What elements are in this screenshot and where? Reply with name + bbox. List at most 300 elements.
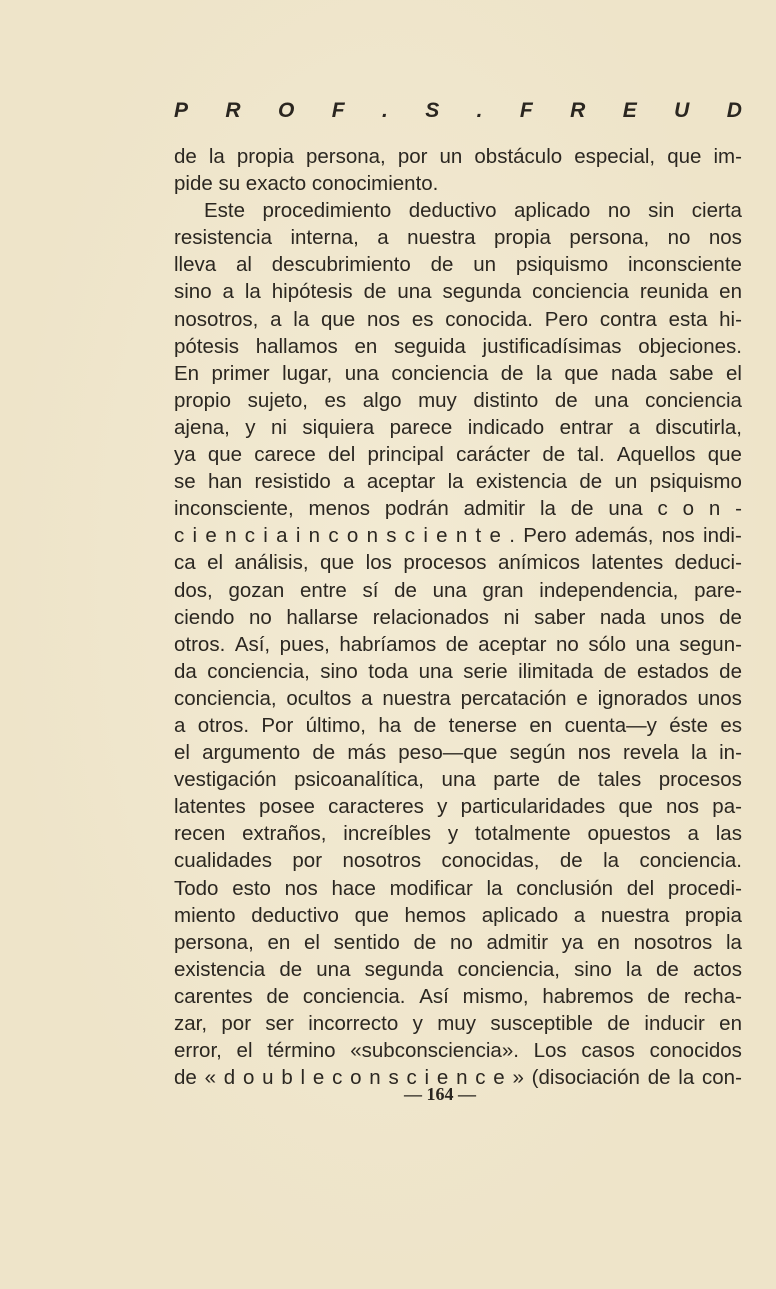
word: el <box>207 551 224 575</box>
word: o <box>682 497 694 521</box>
word: menos <box>308 497 371 521</box>
word: y <box>447 822 459 846</box>
word: indi- <box>703 524 742 548</box>
text-line <box>174 1037 742 1064</box>
word: carentes <box>174 984 253 1008</box>
word: deduci- <box>674 551 742 575</box>
text-line <box>174 983 742 1010</box>
word: que <box>321 307 356 331</box>
word: una <box>418 659 453 683</box>
header-letter: D <box>726 99 742 122</box>
word: conciencia, <box>457 957 560 981</box>
word: conclusión <box>516 876 614 900</box>
word: ajena, <box>174 415 230 439</box>
word: de <box>554 388 578 412</box>
word: conciencia, <box>207 659 310 683</box>
word: último, <box>305 713 367 737</box>
word: - <box>735 497 742 521</box>
word: ilimitada <box>518 659 594 683</box>
word: y <box>245 415 256 439</box>
word: o <box>242 1066 255 1090</box>
word: nos <box>366 307 401 331</box>
text-line <box>174 929 742 956</box>
word: latentes <box>174 795 246 819</box>
word: tal. <box>577 443 605 467</box>
word: recha- <box>683 984 742 1008</box>
word: a <box>573 903 586 927</box>
header-letter: E <box>622 99 637 122</box>
word: muy <box>437 1012 476 1035</box>
word: gozan <box>228 578 285 602</box>
word: esto <box>232 876 271 900</box>
word: obstáculo <box>474 145 563 168</box>
word: un <box>473 253 497 277</box>
word: según <box>509 741 566 765</box>
word: de <box>413 713 437 737</box>
word: inconsciente, <box>174 497 294 521</box>
word: persona, <box>174 930 254 954</box>
text-line <box>174 902 742 929</box>
word: sino <box>320 659 358 683</box>
word: sino <box>174 280 212 304</box>
word: sin <box>648 199 675 223</box>
word: procesos <box>403 551 487 575</box>
text-line <box>174 820 742 847</box>
text-line <box>174 278 742 305</box>
word: pótesis <box>174 334 239 358</box>
word: otros. <box>197 713 250 737</box>
word: nos <box>284 876 318 900</box>
word: de <box>500 361 524 385</box>
word: ni <box>503 605 520 629</box>
word: c <box>244 524 255 548</box>
word: de <box>647 984 671 1008</box>
word: estados <box>636 659 709 683</box>
word: Este <box>204 199 246 223</box>
word: i <box>263 524 268 548</box>
text-line <box>174 604 742 631</box>
word: no <box>450 930 473 954</box>
word: de <box>394 578 417 602</box>
word: ya <box>561 930 584 954</box>
word: que <box>207 443 243 467</box>
word: que <box>667 145 702 168</box>
word: una <box>594 388 629 412</box>
word: c <box>404 524 416 548</box>
word: entre <box>300 578 347 602</box>
word: ya <box>174 443 196 467</box>
word: por <box>397 145 428 168</box>
word: n <box>308 524 321 548</box>
word: de <box>279 957 303 981</box>
text-line <box>174 143 742 170</box>
word: ignorados <box>597 686 688 710</box>
word: carácter <box>456 443 531 467</box>
word: una <box>432 578 467 602</box>
header-letter: R <box>225 99 241 122</box>
word: independencia, <box>539 578 679 602</box>
text-line <box>174 685 742 712</box>
word: en <box>267 930 291 954</box>
word: de <box>174 145 197 168</box>
word: siquiera <box>302 415 375 439</box>
word: justificadísimas <box>482 334 622 358</box>
word: la <box>486 876 503 900</box>
text-line <box>174 468 742 495</box>
text-line <box>174 739 742 766</box>
word: peso—que <box>398 741 498 765</box>
word: Aquellos <box>616 443 696 467</box>
word: hi- <box>719 307 742 331</box>
word: el <box>236 1039 253 1063</box>
word: i <box>192 524 198 548</box>
word: e <box>493 1066 505 1090</box>
word: e <box>576 686 588 710</box>
word: muy <box>418 388 457 412</box>
word: tales <box>597 768 642 792</box>
word: sujeto, <box>247 388 308 412</box>
text-line <box>174 414 742 441</box>
word: e <box>205 524 217 548</box>
header-letter: F <box>519 99 533 122</box>
word: una <box>316 957 351 981</box>
word: lugar, <box>282 361 333 385</box>
word: » <box>512 1066 524 1090</box>
word: nos <box>661 524 695 548</box>
word: la <box>725 930 742 954</box>
word: l <box>300 1066 306 1090</box>
word: zar, <box>174 1012 208 1035</box>
word: opuestos <box>587 822 671 846</box>
word: En <box>174 361 200 385</box>
word: podrán <box>384 497 449 521</box>
word: Todo <box>174 876 219 900</box>
word: que <box>320 551 355 575</box>
word: de <box>570 497 594 521</box>
text-line <box>174 847 742 874</box>
word: Pero <box>544 307 589 331</box>
word: n <box>225 524 237 548</box>
word: existencia <box>174 957 266 981</box>
word: recen <box>174 822 226 846</box>
word: en <box>354 334 378 358</box>
word: caracteres <box>328 795 424 819</box>
word: la <box>690 741 707 765</box>
word: a <box>174 713 186 737</box>
word: . <box>509 524 515 548</box>
word: tenerse <box>448 713 518 737</box>
word: de <box>559 849 583 873</box>
word: la <box>625 957 642 981</box>
word: a <box>361 686 373 710</box>
word: conciencia <box>532 280 629 304</box>
word: actos <box>692 957 742 981</box>
word: se <box>174 470 196 494</box>
word: pa- <box>712 795 742 819</box>
word: de <box>363 280 387 304</box>
word: procesos <box>658 768 742 792</box>
word: conciencia, <box>174 686 277 710</box>
word: error, <box>174 1039 222 1063</box>
text-line <box>174 875 742 902</box>
word: los <box>365 551 392 575</box>
word: cuenta—y <box>564 713 657 737</box>
word: ha <box>378 713 402 737</box>
header-letter: . <box>381 99 388 122</box>
word: persona, <box>569 226 650 250</box>
text-line <box>174 306 742 333</box>
word: de <box>413 930 437 954</box>
word: habríamos <box>339 632 437 656</box>
word: que <box>564 361 599 385</box>
word: c <box>332 1066 343 1090</box>
word: saber <box>534 605 586 629</box>
word: entrar <box>559 415 614 439</box>
word: hace <box>331 876 376 900</box>
text-line <box>174 793 742 820</box>
word: da <box>174 659 197 683</box>
word: n <box>366 524 378 548</box>
word: nosotros <box>633 930 713 954</box>
word: s <box>388 1066 399 1090</box>
word: sabe <box>669 361 714 385</box>
word: a <box>270 307 282 331</box>
word: objeciones. <box>638 334 742 358</box>
text-line <box>174 577 742 604</box>
word: que <box>707 443 742 467</box>
word: en <box>529 713 553 737</box>
word: n <box>708 497 721 521</box>
word: resistido <box>254 470 331 494</box>
word: psiquismo <box>515 253 609 277</box>
word: que <box>354 903 389 927</box>
word: inducir <box>644 1012 705 1035</box>
word: Pero <box>523 524 567 548</box>
word: la <box>208 145 225 168</box>
word: segunda <box>364 957 444 981</box>
word: modificar <box>389 876 473 900</box>
word: e <box>436 524 448 548</box>
word: la <box>678 1066 695 1090</box>
word: n <box>456 1066 468 1090</box>
word: unos <box>697 686 742 710</box>
word: relacionados <box>372 605 489 629</box>
text-line <box>174 658 742 685</box>
text-line <box>174 333 742 360</box>
word: de <box>557 768 581 792</box>
word: aceptar <box>366 470 436 494</box>
word: nada <box>599 605 646 629</box>
word: de <box>266 984 290 1008</box>
word: posee <box>259 795 315 819</box>
word: im- <box>713 145 742 168</box>
header-letter: F <box>331 99 345 122</box>
running-header <box>174 96 742 126</box>
word: o <box>350 1066 362 1090</box>
word: i <box>424 1066 430 1090</box>
word: la <box>244 280 261 304</box>
header-letter: U <box>674 99 690 122</box>
word: de <box>174 1066 197 1090</box>
header-letter: . <box>476 99 483 122</box>
word: c <box>328 524 339 548</box>
word: por <box>292 849 323 873</box>
word: especial, <box>574 145 656 168</box>
word: a <box>687 822 699 846</box>
word: nuestra <box>600 903 670 927</box>
word: increíbles <box>343 822 432 846</box>
word: u <box>262 1066 274 1090</box>
word: no <box>248 605 272 629</box>
word: una <box>635 632 670 656</box>
word: del <box>327 443 356 467</box>
word: de <box>430 253 454 277</box>
header-letter: R <box>570 99 586 122</box>
word: distinto <box>473 388 539 412</box>
word: pare- <box>694 578 742 602</box>
word: hallamos <box>255 334 338 358</box>
word: de <box>719 659 742 683</box>
text-line <box>174 766 742 793</box>
word: una <box>397 280 432 304</box>
word: indicado <box>467 415 545 439</box>
word: nuestra <box>382 686 451 710</box>
word: s <box>386 524 397 548</box>
word: ciendo <box>174 605 235 629</box>
word: primer <box>211 361 270 385</box>
word: Así <box>419 984 449 1008</box>
word: segunda <box>442 280 522 304</box>
word: sentido <box>333 930 400 954</box>
word: e <box>436 1066 449 1090</box>
word: principal <box>367 443 444 467</box>
word: de <box>312 741 336 765</box>
word: procedimiento <box>262 199 392 223</box>
word: segun- <box>679 632 742 656</box>
word: c <box>406 1066 417 1090</box>
word: sino <box>574 957 612 981</box>
word: algo <box>362 388 402 412</box>
word: en <box>719 1012 742 1035</box>
word: no <box>667 226 691 250</box>
word: conocidos <box>649 1039 742 1063</box>
word: psicoanalítica, <box>294 768 425 792</box>
word: d <box>223 1066 236 1090</box>
word: propia <box>493 226 551 250</box>
word: lleva <box>174 253 217 277</box>
word: parte <box>493 768 541 792</box>
word: (disociación <box>531 1066 640 1090</box>
word: ocultos <box>286 686 352 710</box>
word: un <box>614 470 638 494</box>
word: a <box>343 470 355 494</box>
word: el <box>174 741 190 765</box>
word: mismo, <box>462 984 529 1008</box>
word: latentes <box>591 551 664 575</box>
word: con- <box>702 1066 742 1090</box>
word: c <box>174 524 185 548</box>
word: la <box>535 361 552 385</box>
word: término <box>267 1039 336 1063</box>
text-line <box>174 495 742 522</box>
word: interna, <box>290 226 359 250</box>
text-line <box>174 1010 742 1037</box>
word: aceptar <box>478 632 547 656</box>
text-line: pide su exacto conocimiento. <box>174 172 439 196</box>
word: vestigación <box>174 768 277 792</box>
word: conocida. <box>445 307 533 331</box>
text-line <box>174 251 742 278</box>
word: e <box>312 1066 325 1090</box>
word: descubrimiento <box>271 253 411 277</box>
word: deductivo <box>408 199 497 223</box>
text-line <box>174 441 742 468</box>
word: extraños, <box>242 822 327 846</box>
word: esta <box>668 307 708 331</box>
word: Los <box>533 1039 567 1063</box>
word: resistencia <box>174 226 272 250</box>
word: hipótesis <box>271 280 353 304</box>
word: nuestra <box>407 226 476 250</box>
word: totalmente <box>474 822 571 846</box>
word: es <box>720 713 742 737</box>
word: a <box>222 280 234 304</box>
word: hallarse <box>286 605 359 629</box>
word: nos <box>666 795 700 819</box>
word: toda <box>368 659 409 683</box>
word: discutirla, <box>655 415 742 439</box>
word: e <box>489 524 501 548</box>
word: Así, <box>234 632 271 656</box>
word: conciencia. <box>302 984 406 1008</box>
word: susceptible <box>490 1012 593 1035</box>
word: nos <box>577 741 611 765</box>
word: casos <box>581 1039 635 1063</box>
word: o <box>346 524 359 548</box>
word: una <box>441 768 476 792</box>
word: en <box>597 930 620 954</box>
word: c <box>657 497 668 521</box>
word: parece <box>389 415 453 439</box>
word: admitir <box>486 930 549 954</box>
word: no <box>607 199 631 223</box>
word: i <box>295 524 301 548</box>
word: Por <box>261 713 294 737</box>
word: seguida <box>393 334 466 358</box>
word: a <box>276 524 288 548</box>
word: aplicado <box>513 199 591 223</box>
word: conciencia <box>391 361 489 385</box>
word: una <box>344 361 379 385</box>
word: argumento <box>202 741 301 765</box>
word: de <box>647 1066 671 1090</box>
text-line <box>174 197 742 224</box>
word: nos <box>708 226 742 250</box>
word: de <box>579 470 603 494</box>
word: a <box>377 226 389 250</box>
word: conciencia. <box>639 849 742 873</box>
word: un <box>439 145 463 168</box>
word: es <box>324 388 347 412</box>
page-number: — 164 — <box>404 1084 476 1104</box>
word: nosotros, <box>174 307 259 331</box>
word: hemos <box>404 903 467 927</box>
text-line <box>174 360 742 387</box>
word: n <box>455 524 468 548</box>
word: además, <box>574 524 654 548</box>
text-line <box>174 631 742 658</box>
word: c <box>475 1066 486 1090</box>
